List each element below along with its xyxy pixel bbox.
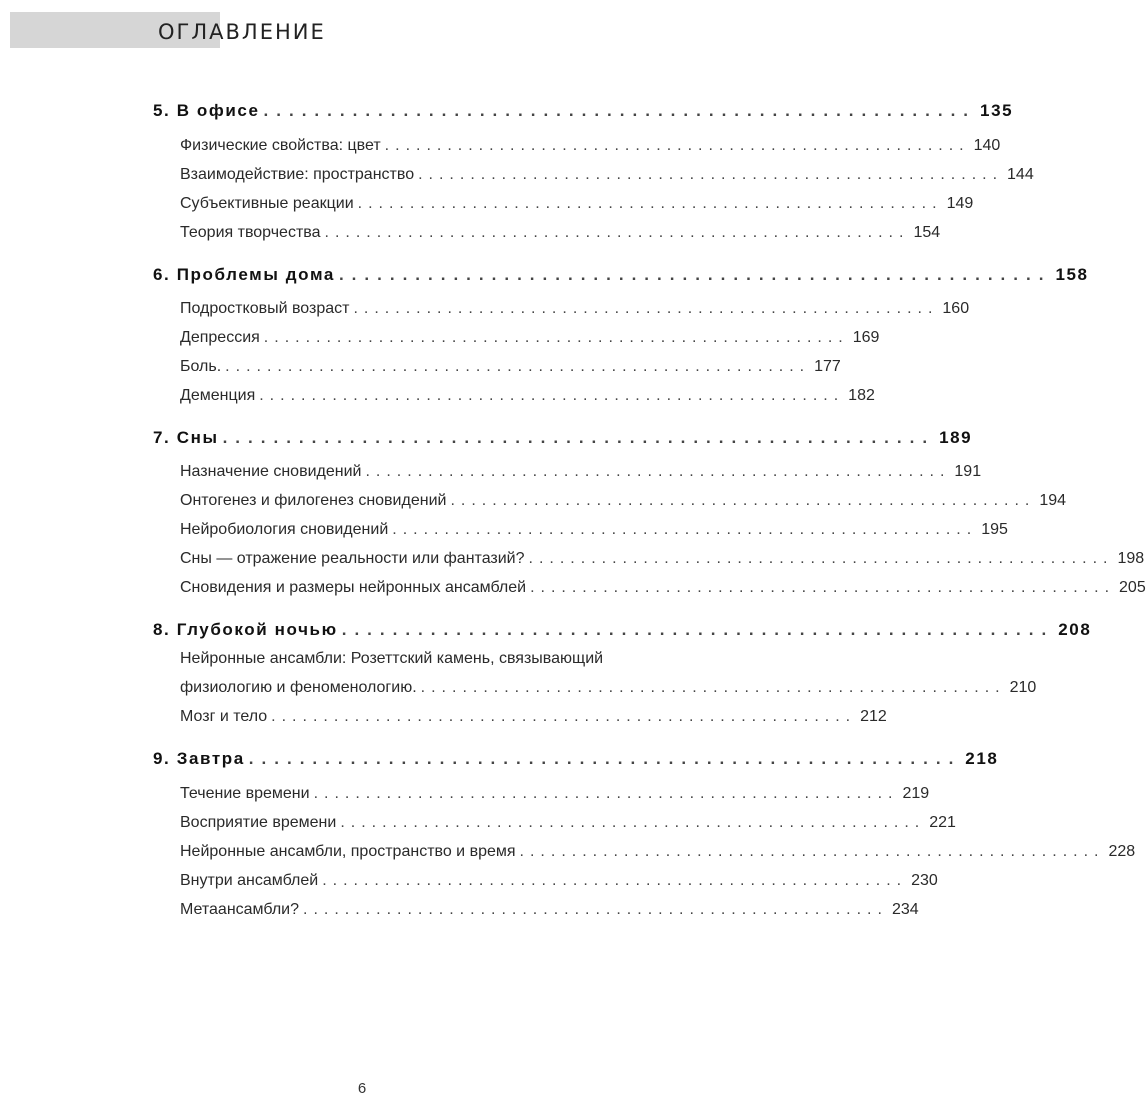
- toc-page-number: 212: [860, 708, 887, 725]
- toc-page-number: 195: [981, 521, 1008, 538]
- toc-entry[interactable]: [180, 137, 1001, 155]
- toc-entry[interactable]: [180, 843, 1136, 861]
- toc-page-number: 230: [911, 872, 938, 889]
- toc-page-number: 140: [973, 137, 1001, 154]
- dot-leader: ........................................................: [420, 679, 1006, 696]
- toc-entry-title: Нейробиология сновидений: [180, 521, 389, 538]
- toc-entry-title: Нейронные ансамбли, пространство и время: [180, 843, 516, 860]
- toc-entry[interactable]: [180, 785, 930, 803]
- toc-page-number: 205: [1119, 579, 1146, 596]
- toc-entry[interactable]: [180, 492, 1067, 510]
- toc-chapter-7[interactable]: [153, 428, 973, 448]
- dot-leader: ........................................................: [450, 492, 1036, 509]
- dot-leader: ........................................................: [357, 195, 943, 212]
- toc-entry[interactable]: [180, 579, 1146, 597]
- toc-page-number: 149: [946, 195, 974, 212]
- toc-entry-title: Метаансамбли?: [180, 901, 299, 918]
- toc-chapter-5[interactable]: [153, 101, 1014, 121]
- toc-page-number: 177: [814, 358, 841, 375]
- dot-leader: ........................................................: [338, 265, 1052, 284]
- dot-leader: ........................................................: [528, 550, 1114, 567]
- toc-page-number: 191: [954, 463, 982, 480]
- dot-leader: ........................................................: [313, 785, 899, 802]
- dot-leader: ........................................................: [530, 579, 1116, 596]
- toc-entry[interactable]: [180, 358, 841, 376]
- toc-page-number: 228: [1108, 843, 1136, 860]
- toc-page-number: 144: [1007, 166, 1034, 183]
- toc-chapter-title: 5. В офисе: [153, 101, 260, 120]
- toc-entry[interactable]: [180, 708, 887, 726]
- toc-entry-title: Мозг и тело: [180, 708, 268, 725]
- toc-entry-title: Физические свойства: цвет: [180, 137, 381, 154]
- dot-leader: ........................................................: [222, 428, 936, 447]
- dot-leader: ........................................................: [353, 300, 939, 317]
- dot-leader: ........................................................: [259, 387, 845, 404]
- toc-entry-title: физиологию и феноменологию.: [180, 679, 417, 696]
- toc-page-number: 182: [848, 387, 875, 404]
- toc-entry-title: Субъективные реакции: [180, 195, 354, 212]
- toc-entry[interactable]: [180, 300, 970, 318]
- toc-chapter-title: 8. Глубокой ночью: [153, 620, 338, 639]
- dot-leader: ........................................................: [263, 329, 849, 346]
- toc-page-number: 208: [1058, 620, 1092, 639]
- toc-chapter-9[interactable]: [153, 749, 999, 769]
- dot-leader: ........................................................: [324, 224, 910, 241]
- dot-leader: ........................................................: [340, 814, 926, 831]
- toc-page-number: 219: [902, 785, 930, 802]
- toc-entry[interactable]: [180, 387, 875, 405]
- toc-entry[interactable]: [180, 679, 1037, 697]
- toc-entry[interactable]: [180, 195, 974, 213]
- dot-leader: ........................................................: [303, 901, 888, 918]
- toc-entry[interactable]: [180, 166, 1034, 184]
- page-number: 6: [357, 1080, 367, 1097]
- toc-chapter-title: 7. Сны: [153, 428, 219, 447]
- toc-entry[interactable]: [180, 550, 1145, 568]
- toc-entry-title: Депрессия: [180, 329, 260, 346]
- toc-page-number: 169: [852, 329, 880, 346]
- dot-leader: ........................................................: [322, 872, 908, 889]
- toc-entry-title: Подростковый возраст: [180, 300, 350, 317]
- toc-page-number: 158: [1055, 265, 1089, 284]
- toc-entry[interactable]: [180, 872, 938, 890]
- toc-page-number: 210: [1009, 679, 1037, 696]
- toc-entry-title: Взаимодействие: пространство: [180, 166, 415, 183]
- toc-page-number: 189: [939, 428, 973, 447]
- dot-leader: ........................................................: [384, 137, 970, 154]
- toc-entry-title: Сновидения и размеры нейронных ансамблей: [180, 579, 527, 596]
- toc-page-number: 234: [891, 901, 919, 918]
- toc-page-number: 218: [965, 749, 999, 768]
- dot-leader: ........................................................: [248, 749, 962, 768]
- toc-entry[interactable]: [180, 521, 1008, 539]
- dot-leader: ........................................................: [392, 521, 978, 538]
- toc-page-number: 135: [980, 101, 1014, 120]
- toc-entry-title: Сны — отражение реальности или фантазий?: [180, 550, 525, 567]
- toc-entry-title: Онтогенез и филогенез сновидений: [180, 492, 447, 509]
- toc-chapter-6[interactable]: [153, 265, 1089, 285]
- toc-entry[interactable]: [180, 463, 982, 481]
- toc-entry[interactable]: [180, 329, 880, 347]
- toc-page-number: 194: [1039, 492, 1067, 509]
- toc-entry[interactable]: [180, 224, 941, 242]
- dot-leader: ........................................................: [519, 843, 1105, 860]
- toc-entry[interactable]: [180, 814, 956, 832]
- toc-entry-title: Боль.: [180, 358, 222, 375]
- toc-entry-title: Теория творчества: [180, 224, 321, 241]
- dot-leader: ........................................................: [225, 358, 811, 375]
- toc-chapter-8[interactable]: [153, 620, 1092, 640]
- dot-leader: ........................................................: [365, 463, 951, 480]
- dot-leader: ........................................................: [418, 166, 1004, 183]
- toc-page-number: 221: [929, 814, 956, 831]
- toc-chapter-title: 9. Завтра: [153, 749, 245, 768]
- toc-entry-title: Восприятие времени: [180, 814, 337, 831]
- toc-page-number: 154: [913, 224, 941, 241]
- toc-entry-title: Течение времени: [180, 785, 310, 802]
- page-title: ОГЛАВЛЕНИЕ: [158, 20, 326, 44]
- toc-entry-title: Деменция: [180, 387, 256, 404]
- dot-leader: ........................................................: [263, 101, 977, 120]
- toc-page-number: 198: [1117, 550, 1145, 567]
- toc-entry[interactable]: [180, 901, 919, 919]
- toc-entry-title: Назначение сновидений: [180, 463, 362, 480]
- dot-leader: ........................................................: [271, 708, 857, 725]
- toc-chapter-title: 6. Проблемы дома: [153, 265, 335, 284]
- toc-page-number: 160: [942, 300, 970, 317]
- dot-leader: ........................................................: [341, 620, 1055, 639]
- toc-entry-title-line1[interactable]: Нейронные ансамбли: Розеттский камень, связывающий: [180, 650, 604, 667]
- toc-entry-title: Внутри ансамблей: [180, 872, 319, 889]
